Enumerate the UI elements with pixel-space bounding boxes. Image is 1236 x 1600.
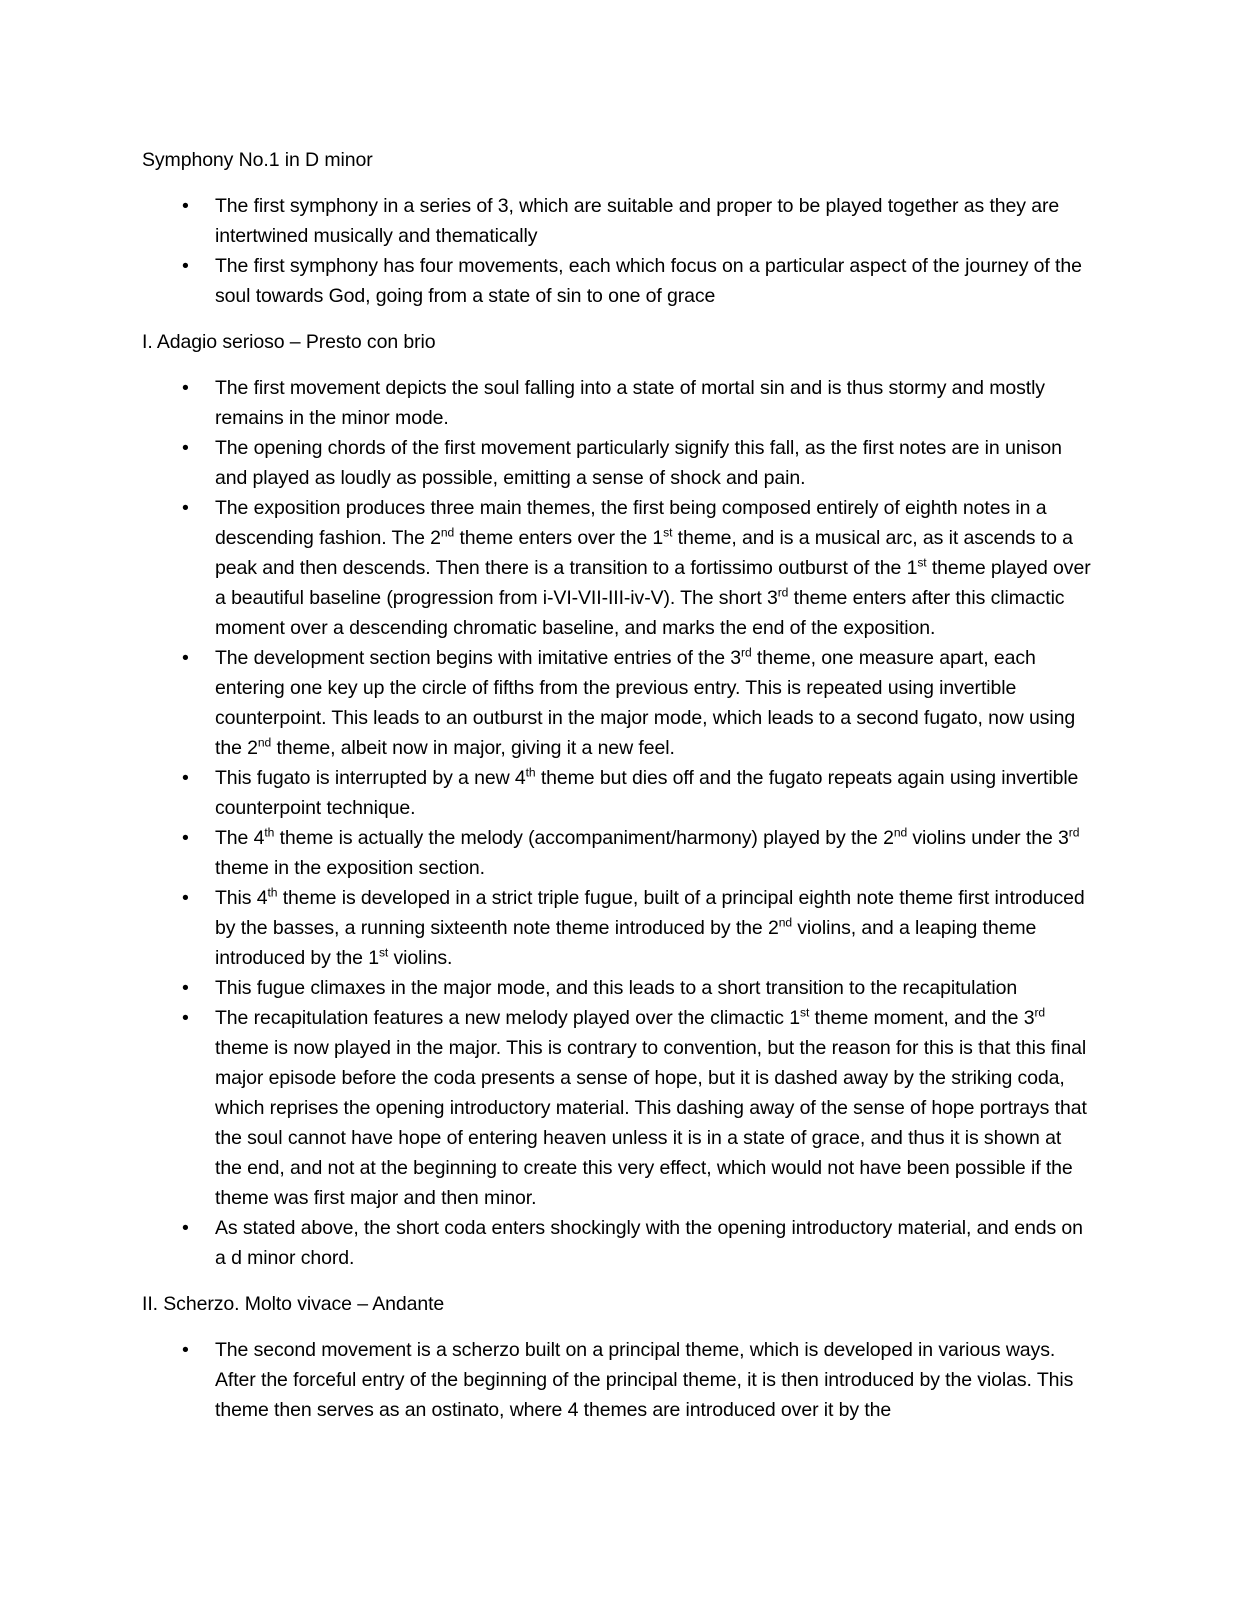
bullet-item: • The second movement is a scherzo built on a principal theme, which is developed in various ways. After the forceful entry of the beginning of the principal theme, it is then introduced by the violas. This theme then serves as an ostinato, where 4 themes are introduced over it by the — [142, 1335, 1093, 1425]
document-title: Symphony No.1 in D minor — [142, 149, 373, 171]
section-bullet-list — [142, 1335, 1093, 1425]
bullet-item: • As stated above, the short coda enters shockingly with the opening introductory material, and ends on a d minor chord. — [142, 1213, 1093, 1273]
bullet-item: • This fugue climaxes in the major mode, and this leads to a short transition to the recapitulation — [142, 973, 1093, 1003]
bullet-item: • The recapitulation features a new melody played over the climactic 1st theme moment, and the 3rd theme is now played in the major. This is contrary to convention, but the reason for this is that this final major episode before the coda presents a sense of hope, but it is dashed away by the striking coda, which reprises the opening introductory material. This dashing away of the sense of hope portrays that the soul cannot have hope of entering heaven unless it is in a state of grace, and thus it is shown at the end, and not at the beginning to create this very effect, which would not have been possible if the theme was first major and then minor. — [142, 1003, 1093, 1213]
section-bullet-list — [142, 373, 1093, 1273]
document-sections — [142, 327, 1093, 1425]
bullet-item: • This fugato is interrupted by a new 4th theme but dies off and the fugato repeats again using invertible counterpoint technique. — [142, 763, 1093, 823]
section-heading: I. Adagio serioso – Presto con brio — [142, 331, 436, 353]
bullet-item: • The first symphony in a series of 3, which are suitable and proper to be played together as they are intertwined musically and thematically — [142, 191, 1093, 251]
bullet-item: • The exposition produces three main themes, the first being composed entirely of eighth notes in a descending fashion. The 2nd theme enters over the 1st theme, and is a musical arc, as it ascends to a peak and then descends. Then there is a transition to a fortissimo outburst of the 1st theme played over a beautiful baseline (progression from i-VI-VII-III-iv-V). The short 3rd theme enters after this climactic moment over a descending chromatic baseline, and marks the end of the exposition. — [142, 493, 1093, 643]
bullet-item: • The 4th theme is actually the melody (accompaniment/harmony) played by the 2nd violins under the 3rd theme in the exposition section. — [142, 823, 1093, 883]
intro-bullet-list — [142, 191, 1093, 311]
bullet-item: • The development section begins with imitative entries of the 3rd theme, one measure apart, each entering one key up the circle of fifths from the previous entry. This is repeated using invertible counterpoint. This leads to an outburst in the major mode, which leads to a second fugato, now using the 2nd theme, albeit now in major, giving it a new feel. — [142, 643, 1093, 763]
bullet-item: • The first movement depicts the soul falling into a state of mortal sin and is thus stormy and mostly remains in the minor mode. — [142, 373, 1093, 433]
section-heading: II. Scherzo. Molto vivace – Andante — [142, 1293, 445, 1315]
bullet-item: • This 4th theme is developed in a strict triple fugue, built of a principal eighth note theme first introduced by the basses, a running sixteenth note theme introduced by the 2nd violins, and a leaping theme introduced by the 1st violins. — [142, 883, 1093, 973]
bullet-item: • The first symphony has four movements, each which focus on a particular aspect of the journey of the soul towards God, going from a state of sin to one of grace — [142, 251, 1093, 311]
bullet-item: • The opening chords of the first movement particularly signify this fall, as the first notes are in unison and played as loudly as possible, emitting a sense of shock and pain. — [142, 433, 1093, 493]
